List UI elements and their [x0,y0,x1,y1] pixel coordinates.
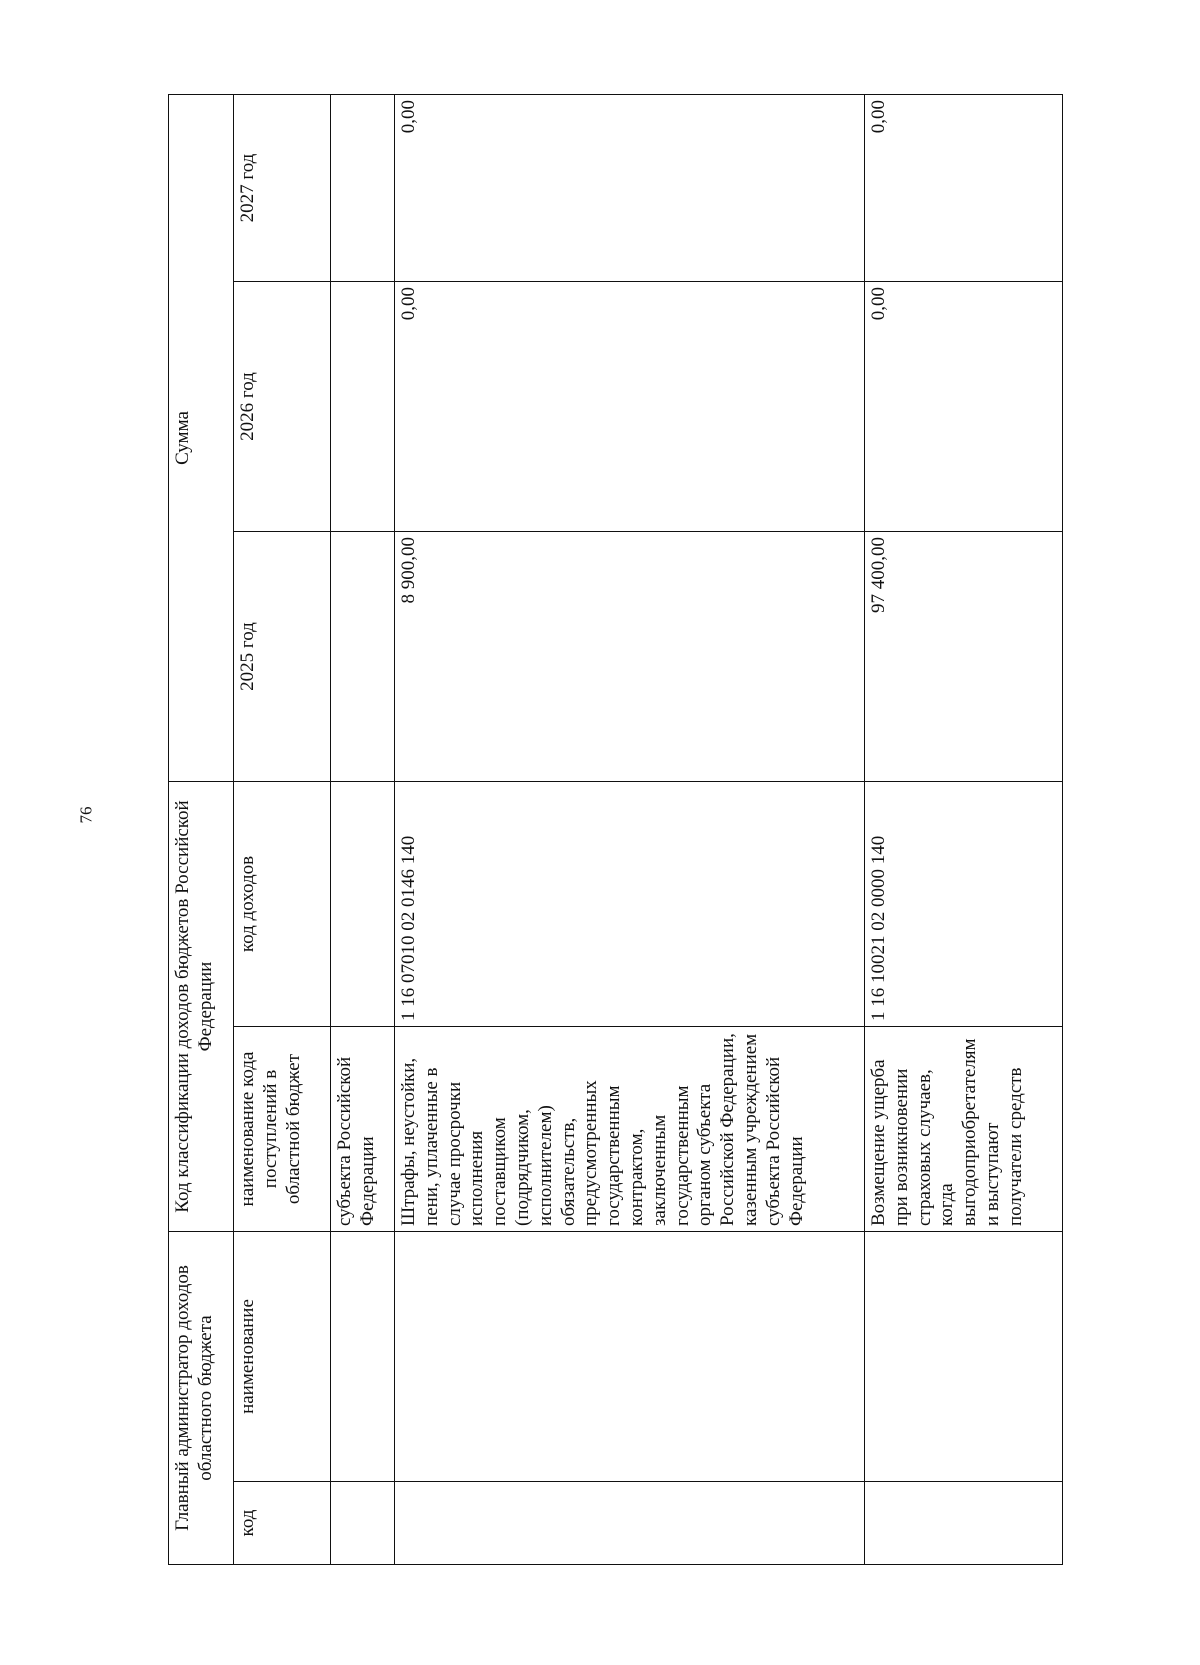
header-classif-group: Код классификации доходов бюджетов Российской Федерации [169,782,234,1232]
row-2025: 97 400,00 [865,532,1063,782]
row-admin-name [395,1232,865,1482]
row-income-name: субъекта Российской Федерации [331,1027,395,1232]
row-income-code [331,782,395,1027]
header-admin-code: код [234,1482,331,1565]
row-2027: 0,00 [395,94,865,281]
row-admin-name [331,1232,395,1482]
row-admin-code [865,1482,1063,1565]
header-income-code: код доходов [234,782,331,1027]
header-row-group [169,94,234,1564]
row-income-code: 1 16 07010 02 0146 140 [395,782,865,1027]
rotated-table-wrapper [168,95,1063,1565]
row-2025: 8 900,00 [395,532,865,782]
header-2026: 2026 год [234,282,331,532]
row-income-name: Штрафы, неустойки, пени, уплаченные в случае просрочки исполнения поставщиком (подрядчиком, исполнителем) обязательств, предусмотренных государственным контрактом, заключенным государственным органом субъекта Российской Федерации, казенным учреждением субъекта Российской Федерации [395,1027,865,1232]
header-sum-group: Сумма [169,94,234,781]
row-income-name: Возмещение ущерба при возникновении страховых случаев, когда выгодоприобретателям и выступают получатели средств [865,1027,1063,1232]
header-admin-name: наименование [234,1232,331,1482]
revenue-table [168,94,1063,1565]
row-2027 [331,94,395,281]
row-2027: 0,00 [865,94,1063,281]
row-income-code: 1 16 10021 02 0000 140 [865,782,1063,1027]
table-row [395,94,865,1564]
table-row [865,94,1063,1564]
row-2026: 0,00 [395,282,865,532]
header-income-name: наименование кода поступлений в областной бюджет [234,1027,331,1232]
row-admin-code [395,1482,865,1565]
row-2025 [331,532,395,782]
row-2026 [331,282,395,532]
table-row [331,94,395,1564]
header-row-sub [234,94,331,1564]
row-admin-name [865,1232,1063,1482]
page-number: 76 [76,806,96,824]
header-2027: 2027 год [234,94,331,281]
header-2025: 2025 год [234,532,331,782]
header-admin-group: Главный администратор доходов областного бюджета [169,1232,234,1565]
row-admin-code [331,1482,395,1565]
row-2026: 0,00 [865,282,1063,532]
